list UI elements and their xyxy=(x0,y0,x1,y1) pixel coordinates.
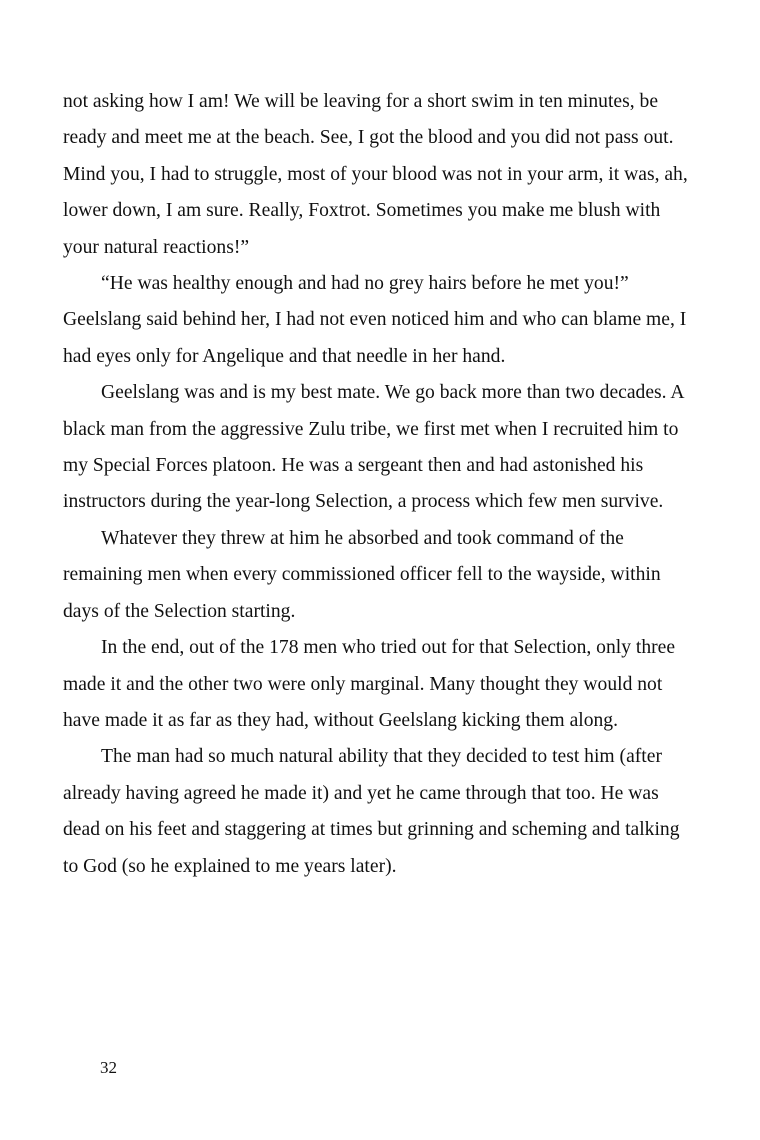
page-number: 32 xyxy=(100,1058,117,1077)
paragraph-4: Whatever they threw at him he absorbed and took command of the remaining men when every commissioned officer fell to the wayside, within days of the Selection starting. xyxy=(63,527,661,622)
paragraph-5: In the end, out of the 178 men who tried out for that Selection, only three made it and the other two were only marginal. Many thought they would not have made it as far as they had, without Geelslang kicking them along. xyxy=(63,637,676,731)
paragraph-2: “He was healthy enough and had no grey hairs before he met you!” Geelslang said behind her, I had not even noticed him and who can blame me, I had eyes only for Angelique and that needle in her hand. xyxy=(63,273,687,367)
body-text xyxy=(63,84,698,885)
paragraph-1: not asking how I am! We will be leaving for a short swim in ten minutes, be ready and meet me at the beach. See, I got the blood and you did not pass out. Mind you, I had to struggle, most of your blood was not in your arm, it was, ah, lower down, I am sure. Really, Foxtrot. Sometimes you make me blush with your natural reactions!” xyxy=(63,91,688,258)
paragraph-3: Geelslang was and is my best mate. We go back more than two decades. A black man from the aggressive Zulu tribe, we first met when I recruited him to my Special Forces platoon. He was a sergeant then and had astonished his instructors during the year-long Selection, a process which few men survive. xyxy=(63,382,684,513)
paragraph-6: The man had so much natural ability that they decided to test him (after already having agreed he made it) and yet he came through that too. He was dead on his feet and staggering at times but grinning and scheming and talking to God (so he explained to me years later). xyxy=(63,746,680,877)
